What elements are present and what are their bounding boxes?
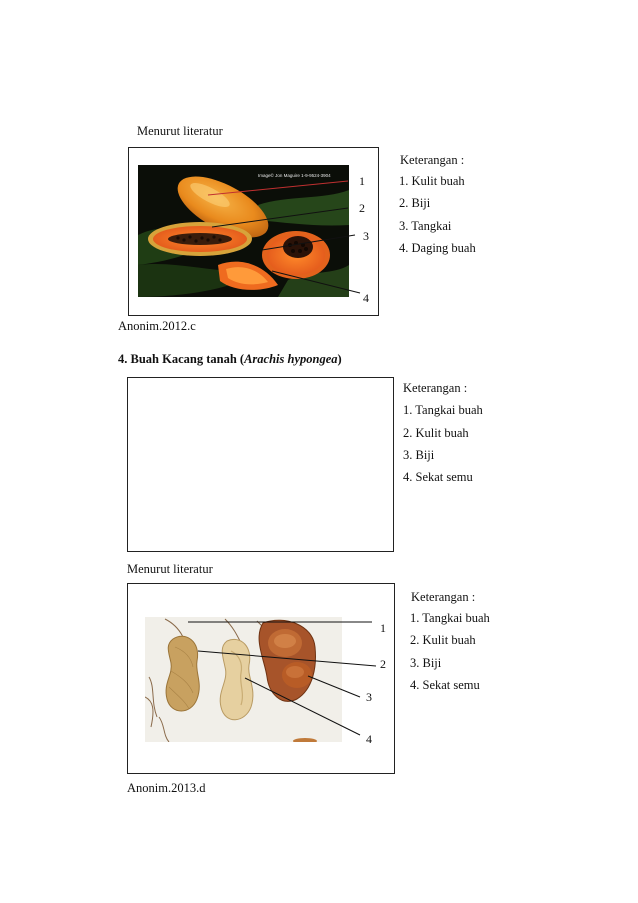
papaya-callout-4: 4 bbox=[363, 291, 369, 305]
legend-item-3-2: 2. Kulit buah bbox=[410, 633, 476, 647]
legend-item-3-4: 4. Sekat semu bbox=[410, 678, 480, 692]
photo-watermark: Image© Jon Maguire 1-9-9524-3904 bbox=[258, 173, 331, 178]
caption-literature-1: Menurut literatur bbox=[137, 124, 223, 138]
legend-item-2-4: 4. Sekat semu bbox=[403, 470, 473, 484]
legend-item-2-3: 3. Biji bbox=[403, 448, 435, 462]
legend-item-3-3: 3. Biji bbox=[410, 656, 442, 670]
legend-item-1-1: 1. Kulit buah bbox=[399, 174, 465, 188]
legend-title-2: Keterangan : bbox=[403, 381, 468, 395]
legend-item-1-4: 4. Daging buah bbox=[399, 241, 476, 255]
papaya-callout-1: 1 bbox=[359, 174, 365, 188]
papaya-callout-3: 3 bbox=[363, 229, 369, 243]
caption-literature-2: Menurut literatur bbox=[127, 562, 213, 576]
peanut-callout-1: 1 bbox=[380, 621, 386, 635]
section-heading-peanut: 4. Buah Kacang tanah (Arachis hypongea) bbox=[118, 352, 342, 366]
legend-item-2-1: 1. Tangkai buah bbox=[403, 403, 483, 417]
source-citation-1: Anonim.2012.c bbox=[118, 319, 196, 333]
legend-title-1: Keterangan : bbox=[400, 153, 465, 167]
peanut-callout-4: 4 bbox=[366, 732, 372, 746]
legend-item-1-2: 2. Biji bbox=[399, 196, 431, 210]
legend-item-3-1: 1. Tangkai buah bbox=[410, 611, 490, 625]
legend-item-2-2: 2. Kulit buah bbox=[403, 426, 469, 440]
source-citation-2: Anonim.2013.d bbox=[127, 781, 206, 795]
legend-title-3: Keterangan : bbox=[411, 590, 476, 604]
peanut-callout-2: 2 bbox=[380, 657, 386, 671]
legend-item-1-3: 3. Tangkai bbox=[399, 219, 452, 233]
papaya-callout-2: 2 bbox=[359, 201, 365, 215]
peanut-callout-3: 3 bbox=[366, 690, 372, 704]
